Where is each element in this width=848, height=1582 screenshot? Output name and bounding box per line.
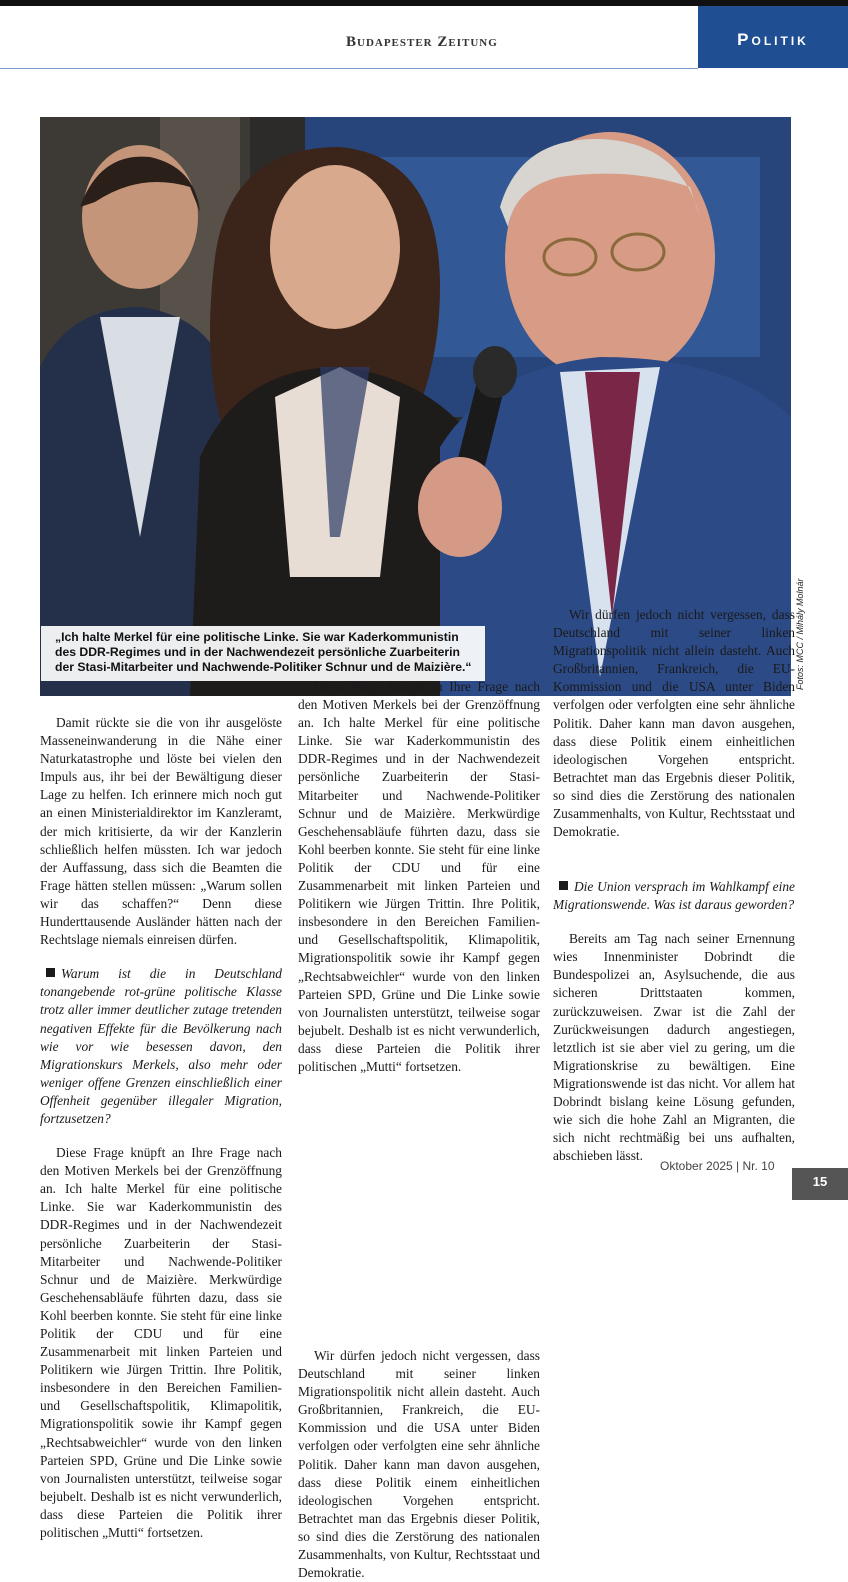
paragraph-continued-2 bbox=[553, 607, 795, 862]
section-tab bbox=[698, 6, 848, 68]
question-marker-icon bbox=[559, 881, 568, 890]
photo-credit-text: Fotos: MCC / Mihály Molnár bbox=[795, 578, 805, 690]
question-marker-icon bbox=[46, 968, 55, 977]
article-column-3 bbox=[553, 607, 795, 1165]
photo-caption: „Ich halte Merkel für eine politische Linke. Sie war Kaderkommunistin des DDR-Regimes und in der Nachwendezeit persönliche Zuarbeiterin der Stasi-Mitarbeiter und Nachwende-Politiker Schnur und de Maizière.“ bbox=[41, 626, 485, 681]
interview-question-2 bbox=[553, 878, 795, 914]
paragraph: Wir dürfen jedoch nicht vergessen, dass Deutschland mit seiner linken Migrationspolitik nicht allein dasteht. Auch Großbritannien, Frankreich, die EU-Kommission und die USA unter Biden verfolgen oder verfolgten eine sehr ähnliche Politik. Daher kann man davon ausgehen, dass diese Politik einem einheitlichen ideologischen Vorgehen entspricht. Betrachtet man das Ergebnis dieser Politik, so sind dies die Zerstörung des nationalen Zusammenhalts, von Kultur, Rechtsstaat und Demokratie. bbox=[298, 1348, 540, 1581]
paragraph-continued-text: Diese Frage knüpft an Ihre Frage nach den Motiven Merkels bei der Grenzöffnung an. Ich halte Merkel für eine politische Linke. Sie war Kaderkommunistin des DDR-Regimes und in der Nachwendezeit persönliche Zuarbeiterin der Stasi-Mitarbeiter und Nachwende-Politiker Schnur und de Maizière. Merkwürdige Geschehensabläufe führten dazu, dass sie Kohl beerben konnte. Sie steht für eine linke Politik der CDU und für eine Zusammenarbeit mit linken Parteien und Politikern wie Jürgen Trittin. Ihre Politik, insbesondere in den Bereichen Familien- und Gesellschaftspolitik, Klimapolitik, Migrationspolitik sowie ihr Kampf gegen „Rechtsabweichler“ wurde von den linken Parteien SPD, Grüne und Die Linke sowie von Journalisten unterstützt, teilweise sogar bejubelt. Deshalb ist es nicht verwunderlich, dass diese Parteien die Politik ihrer politischen „Mutti“ fortsetzen. bbox=[298, 679, 540, 1074]
page-number-box bbox=[792, 1168, 848, 1200]
section-label: Politik bbox=[737, 30, 809, 49]
page-number: 15 bbox=[812, 1174, 828, 1189]
article-column-2 bbox=[298, 679, 540, 1581]
question-text: Die Union versprach im Wahlkampf eine Migrationswende. Was ist daraus geworden? bbox=[553, 879, 795, 913]
issue-label: Oktober 2025 | Nr. 10 bbox=[660, 1159, 775, 1173]
paragraph-text: Diese Frage knüpft an Ihre Frage nach den Motiven Merkels bei der Grenzöffnung an. Ich halte Merkel für eine politische Linke. Sie war Kaderkommunistin des DDR-Regimes und in der Nachwendezeit persönliche Zuarbeiterin der Stasi-Mitarbeiter und Nachwende-Politiker Schnur und de Maizière. Merkwürdige Geschehensabläufe führten dazu, dass sie Kohl beerben konnte. Sie steht für eine linke Politik der CDU und für eine Zusammenarbeit mit linken Parteien und Politikern wie Jürgen Trittin. Ihre Politik, insbesondere in den Bereichen Familien- und Gesellschaftspolitik, Klimapolitik, Migrationspolitik sowie ihr Kampf gegen „Rechtsabweichler“ wurde von den linken Parteien SPD, Grüne und Die Linke sowie von Journalisten unterstützt, teilweise sogar bejubelt. Deshalb ist es nicht verwunderlich, dass diese Parteien die Politik ihrer politischen „Mutti“ fortsetzen. bbox=[40, 1145, 282, 1541]
paragraph: Bereits am Tag nach seiner Ernennung wies Innenminister Dobrindt die Bundespolizei an, Asylsuchende, die aus sicheren Drittstaaten kommen, zurückzuweisen. Zwar ist die Zahl der Zurückweisungen dadurch angestiegen, letztlich ist sie aber viel zu gering, um die Migrationskrise zu bewältigen. Eine Migrationswende ist das nicht. Vor allem hat Dobrindt bislang keine Lösung gefunden, wie sich die hohe Zahl an Migranten, die sich nicht rechtmäßig bei uns aufhalten, abschieben lässt. bbox=[553, 931, 795, 1164]
question-text: Warum ist die in Deutschland tonangebende rot-grüne politische Klasse trotz aller immer deutlicher zutage tretenden negativen Effekte für die Bevölkerung nach wie vor wie besessen davon, den Migrationskurs Merkels, also mehr oder weniger offene Grenzen einschließlich einer Offenheit gegenüber illegaler Migration, fortzusetzen? bbox=[40, 966, 282, 1126]
paragraph: Damit rückte sie die von ihr ausgelöste Masseneinwanderung in die Nähe einer Naturkatastrophe und löste bei vielen den Impuls aus, ihr bei der Bewältigung dieser Lage zu helfen. Ich erinnere mich noch gut an einen Ministerialdirektor im Kanzleramt, der mich kritisierte, da wir der Kanzlerin schließlich helfen müssten. Ich war jedoch der Auffassung, dass sich die Beamten die Frage hätten stellen müssen: „Warum sollen wir das schaffen?“ Denn diese Hunderttausende Ausländer hätten nach der Rechtslage niemals einreisen dürfen. bbox=[40, 715, 282, 948]
paragraph-start bbox=[40, 1144, 282, 1541]
publication-name: Budapester Zeitung bbox=[346, 34, 498, 50]
paragraph-continued-2-text: Wir dürfen jedoch nicht vergessen, dass Deutschland mit seiner linken Migrationspolitik nicht allein dasteht. Auch Großbritannien, Frankreich, die EU-Kommission und die USA unter Biden verfolgen oder verfolgten eine sehr ähnliche Politik. Daher kann man davon ausgehen, dass diese Politik einem einheitlichen ideologischen Vorgehen entspricht. Betrachtet man das Ergebnis dieser Politik, so sind dies die Zerstörung des nationalen Zusammenhalts, von Kultur, Rechtsstaat und Demokratie. bbox=[553, 607, 795, 840]
paragraph-continued bbox=[298, 679, 540, 1347]
interview-question-1 bbox=[40, 965, 282, 1128]
article-column-1 bbox=[40, 714, 282, 1541]
